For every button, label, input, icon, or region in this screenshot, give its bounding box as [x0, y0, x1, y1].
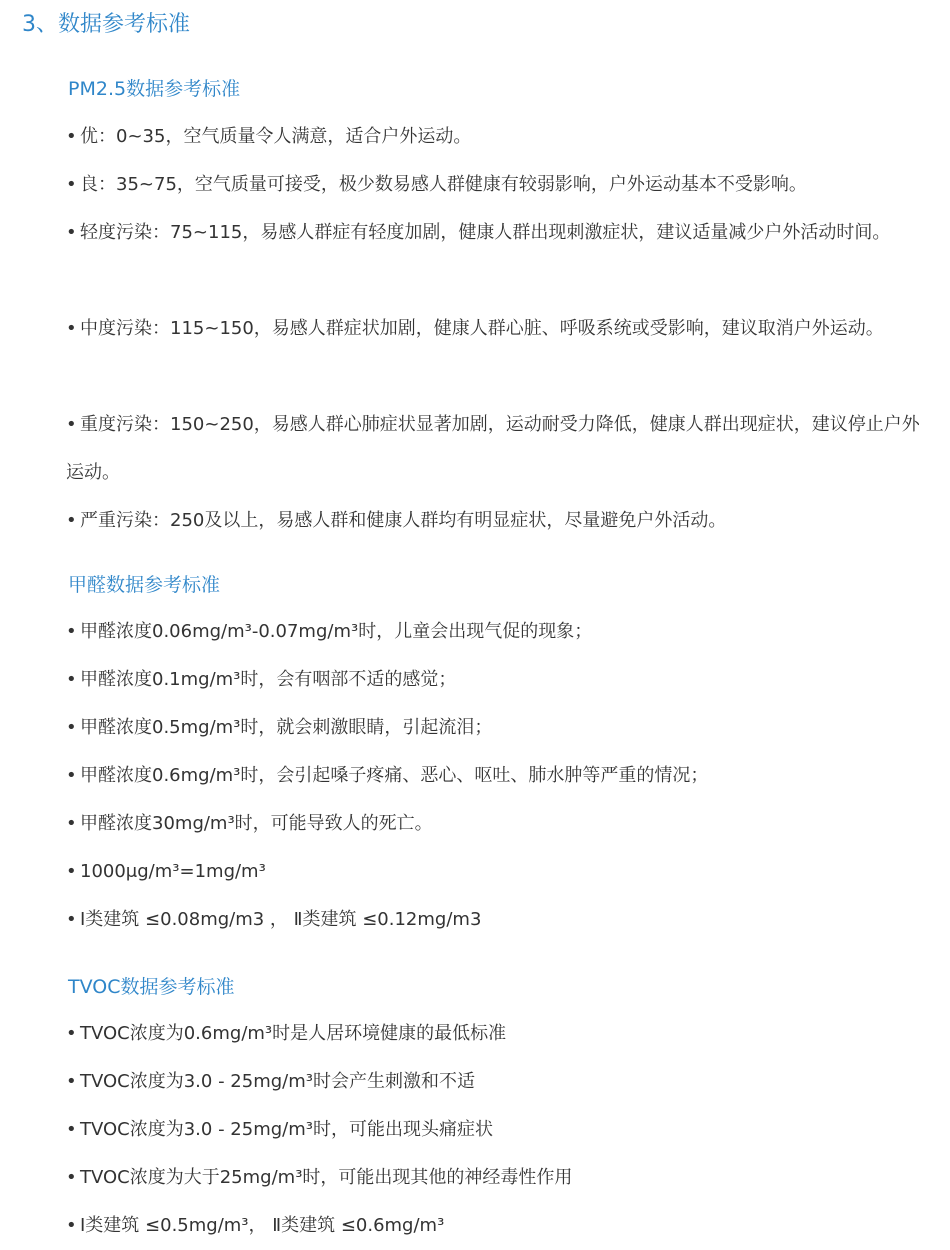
formaldehyde-subtitle: 甲醛数据参考标准	[68, 574, 221, 596]
pm25-item-moderate-pollution: • 中度污染：115~150，易感人群症状加剧，健康人群心脏、呼吸系统或受影响，建议取消户外运动。	[66, 305, 936, 353]
bullet-dot: •	[66, 174, 77, 195]
bullet-dot: •	[66, 1167, 77, 1188]
tvoc-item-1: • TVOC浓度为0.6mg/m³时是人居环境健康的最低标准	[66, 1010, 936, 1058]
bullet-dot: •	[66, 1215, 77, 1236]
bullet-dot: •	[66, 813, 77, 834]
formaldehyde-item-6: • 1000μg/m³=1mg/m³	[66, 848, 936, 896]
tvoc-item-4: • TVOC浓度为大于25mg/m³时，可能出现其他的神经毒性作用	[66, 1154, 936, 1202]
tvoc-item-2: • TVOC浓度为3.0 - 25mg/m³时会产生刺激和不适	[66, 1058, 936, 1106]
bullet-dot: •	[66, 909, 77, 930]
bullet-dot: •	[66, 765, 77, 786]
tvoc-subtitle: TVOC数据参考标准	[68, 976, 235, 998]
bullet-dot: •	[66, 1023, 77, 1044]
pm25-item-severe-pollution: • 严重污染：250及以上，易感人群和健康人群均有明显症状，尽量避免户外活动。	[66, 497, 936, 545]
pm25-item-excellent: • 优：0~35，空气质量令人满意，适合户外运动。	[66, 113, 936, 161]
pm25-item-heavy-pollution: • 重度污染：150~250，易感人群心肺症状显著加剧，运动耐受力降低，健康人群出现症状，建议停止户外运动。	[66, 401, 936, 497]
formaldehyde-item-7: • Ⅰ类建筑 ≤0.08mg/m3 ， Ⅱ类建筑 ≤0.12mg/m3	[66, 896, 936, 944]
bullet-dot: •	[66, 717, 77, 738]
bullet-dot: •	[66, 414, 77, 435]
bullet-dot: •	[66, 126, 77, 147]
bullet-dot: •	[66, 1119, 77, 1140]
pm25-item-good: • 良：35~75，空气质量可接受，极少数易感人群健康有较弱影响，户外运动基本不受影响。	[66, 161, 936, 209]
bullet-dot: •	[66, 669, 77, 690]
formaldehyde-item-5: • 甲醛浓度30mg/m³时，可能导致人的死亡。	[66, 800, 936, 848]
pm25-item-light-pollution: • 轻度污染：75~115，易感人群症有轻度加剧，健康人群出现刺激症状，建议适量减少户外活动时间。	[66, 209, 936, 257]
bullet-dot: •	[66, 861, 77, 882]
tvoc-item-5: • Ⅰ类建筑 ≤0.5mg/m³， Ⅱ类建筑 ≤0.6mg/m³	[66, 1202, 936, 1250]
bullet-dot: •	[66, 510, 77, 531]
formaldehyde-item-3: • 甲醛浓度0.5mg/m³时，就会刺激眼睛，引起流泪；	[66, 704, 936, 752]
formaldehyde-item-2: • 甲醛浓度0.1mg/m³时，会有咽部不适的感觉；	[66, 656, 936, 704]
section-heading: 3、数据参考标准	[22, 12, 190, 37]
bullet-dot: •	[66, 621, 77, 642]
bullet-dot: •	[66, 222, 77, 243]
tvoc-item-3: • TVOC浓度为3.0 - 25mg/m³时，可能出现头痛症状	[66, 1106, 936, 1154]
bullet-dot: •	[66, 318, 77, 339]
formaldehyde-item-4: • 甲醛浓度0.6mg/m³时，会引起嗓子疼痛、恶心、呕吐、肺水肿等严重的情况；	[66, 752, 936, 800]
formaldehyde-item-1: • 甲醛浓度0.06mg/m³-0.07mg/m³时，儿童会出现气促的现象；	[66, 608, 936, 656]
pm25-subtitle: PM2.5数据参考标准	[68, 78, 241, 100]
bullet-dot: •	[66, 1071, 77, 1092]
